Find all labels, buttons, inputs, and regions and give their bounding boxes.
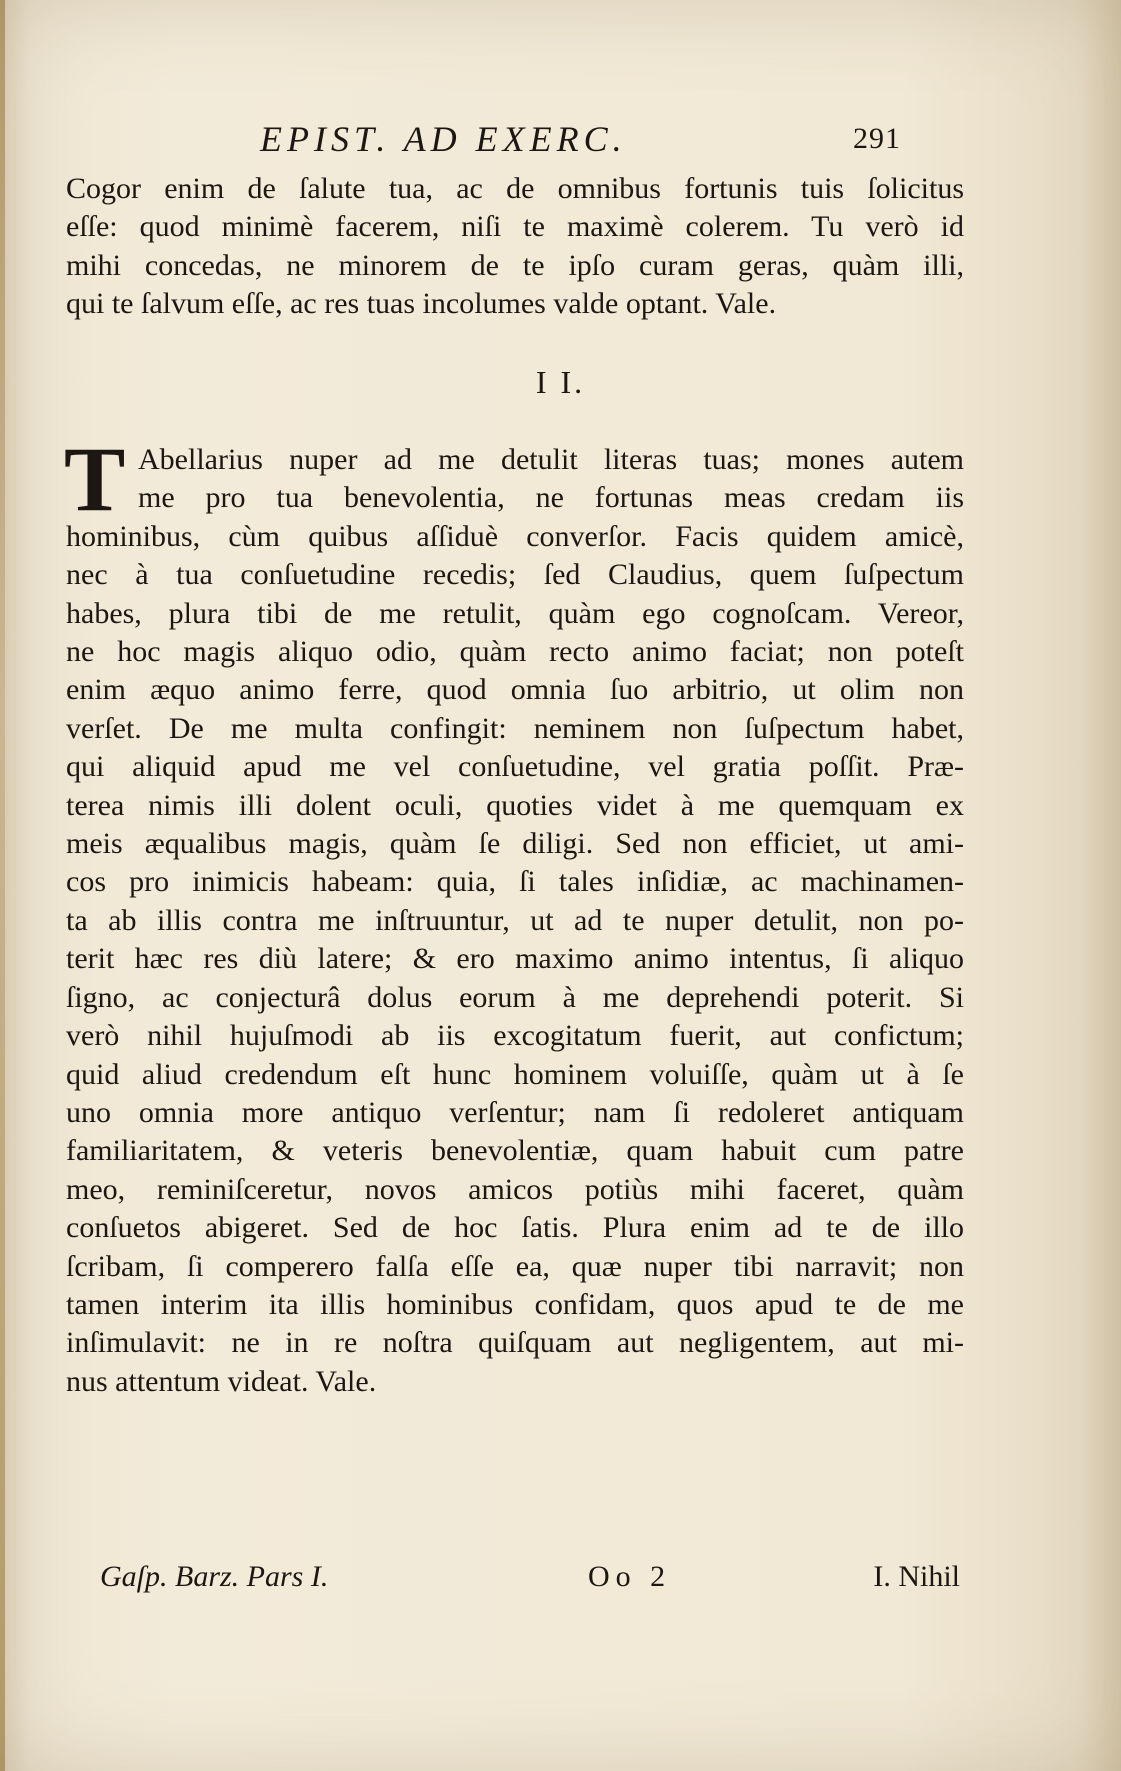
text-line: qui aliquid apud me vel conſuetudine, vel gratia poſſit. Præ- bbox=[66, 750, 964, 784]
text-line: qui te ſalvum eſſe, ac res tuas incolumes valde optant. Vale. bbox=[66, 287, 777, 321]
text-line: terit hæc res diù latere; & ero maximo animo intentus, ſi aliquo bbox=[66, 942, 964, 976]
running-title: EPIST. AD EXERC. bbox=[260, 119, 627, 159]
text-line: verò nihil hujuſmodi ab iis excogitatum fuerit, aut confictum; bbox=[66, 1019, 964, 1053]
text-line: verſet. De me multa confingit: neminem non ſuſpectum habet, bbox=[66, 711, 964, 745]
page-edge bbox=[0, 0, 5, 1771]
text-line: me pro tua benevolentia, ne fortunas meas credam iis bbox=[138, 481, 964, 515]
text-line: ta ab illis contra me inſtruuntur, ut ad te nuper detulit, non po- bbox=[66, 903, 964, 937]
text-line: inſimulavit: ne in re noſtra quiſquam aut negligentem, aut mi- bbox=[66, 1326, 964, 1360]
text-line: hominibus, cùm quibus aſſiduè converſor. Facis quidem amicè, bbox=[66, 519, 964, 553]
text-line: tamen interim ita illis hominibus confidam, quos apud te de me bbox=[66, 1287, 964, 1321]
text-line: ſcribam, ſi comperero falſa eſſe ea, quæ nuper tibi narravit; non bbox=[66, 1249, 964, 1283]
text-line: familiaritatem, & veteris benevolentiæ, quam habuit cum patre bbox=[66, 1134, 964, 1168]
section-number: I I. bbox=[535, 364, 586, 400]
text-line: eſſe: quod minimè facerem, niſi te maximè colerem. Tu verò id bbox=[66, 210, 964, 244]
text-line: meis æqualibus magis, quàm ſe diligi. Sed non efficiet, ut ami- bbox=[66, 827, 964, 861]
text-line: Abellarius nuper ad me detulit literas tuas; mones autem bbox=[138, 443, 964, 476]
text-line: ne hoc magis aliquo odio, quàm recto animo faciat; non poteſt bbox=[66, 635, 964, 669]
footer-title: Gaſp. Barz. Pars I. bbox=[100, 1560, 329, 1593]
text-line: meo, reminiſceretur, novos amicos potiùs mihi faceret, quàm bbox=[66, 1172, 964, 1206]
text-line: uno omnia more antiquo verſentur; nam ſi redoleret antiquam bbox=[66, 1095, 964, 1129]
catchword: I. Nihil bbox=[873, 1560, 960, 1593]
text-line: nus attentum videat. Vale. bbox=[66, 1364, 377, 1398]
running-head bbox=[60, 118, 920, 162]
page-number: 291 bbox=[853, 122, 901, 155]
letter-1-body bbox=[66, 170, 964, 324]
text-line: enim æquo animo ferre, quod omnia ſuo arbitrio, ut olim non bbox=[66, 673, 964, 707]
text-line: habes, plura tibi de me retulit, quàm ego cognoſcam. Vereor, bbox=[66, 596, 964, 630]
drop-cap: T bbox=[64, 428, 126, 530]
text-line: quid aliud credendum eſt hunc hominem voluiſſe, quàm ut à ſe bbox=[66, 1057, 964, 1091]
text-line: nec à tua conſuetudine recedis; ſed Claudius, quem ſuſpectum bbox=[66, 558, 964, 592]
page-footer bbox=[100, 1560, 960, 1600]
text-line: ſigno, ac conjecturâ dolus eorum à me deprehendi poterit. Si bbox=[66, 980, 964, 1014]
text-line: cos pro inimicis habeam: quia, ſi tales inſidiæ, ac machinamen- bbox=[66, 865, 964, 899]
text-line: terea nimis illi dolent oculi, quoties videt à me quemquam ex bbox=[66, 788, 964, 822]
text-line: mihi concedas, ne minorem de te ipſo curam geras, quàm illi, bbox=[66, 248, 964, 282]
letter-2-body bbox=[64, 428, 964, 1401]
text-line: Cogor enim de ſalute tua, ac de omnibus fortunis tuis ſolicitus bbox=[66, 172, 964, 205]
text-line: conſuetos abigeret. Sed de hoc ſatis. Plura enim ad te de illo bbox=[66, 1211, 964, 1245]
signature-mark: Oo 2 bbox=[588, 1560, 672, 1593]
